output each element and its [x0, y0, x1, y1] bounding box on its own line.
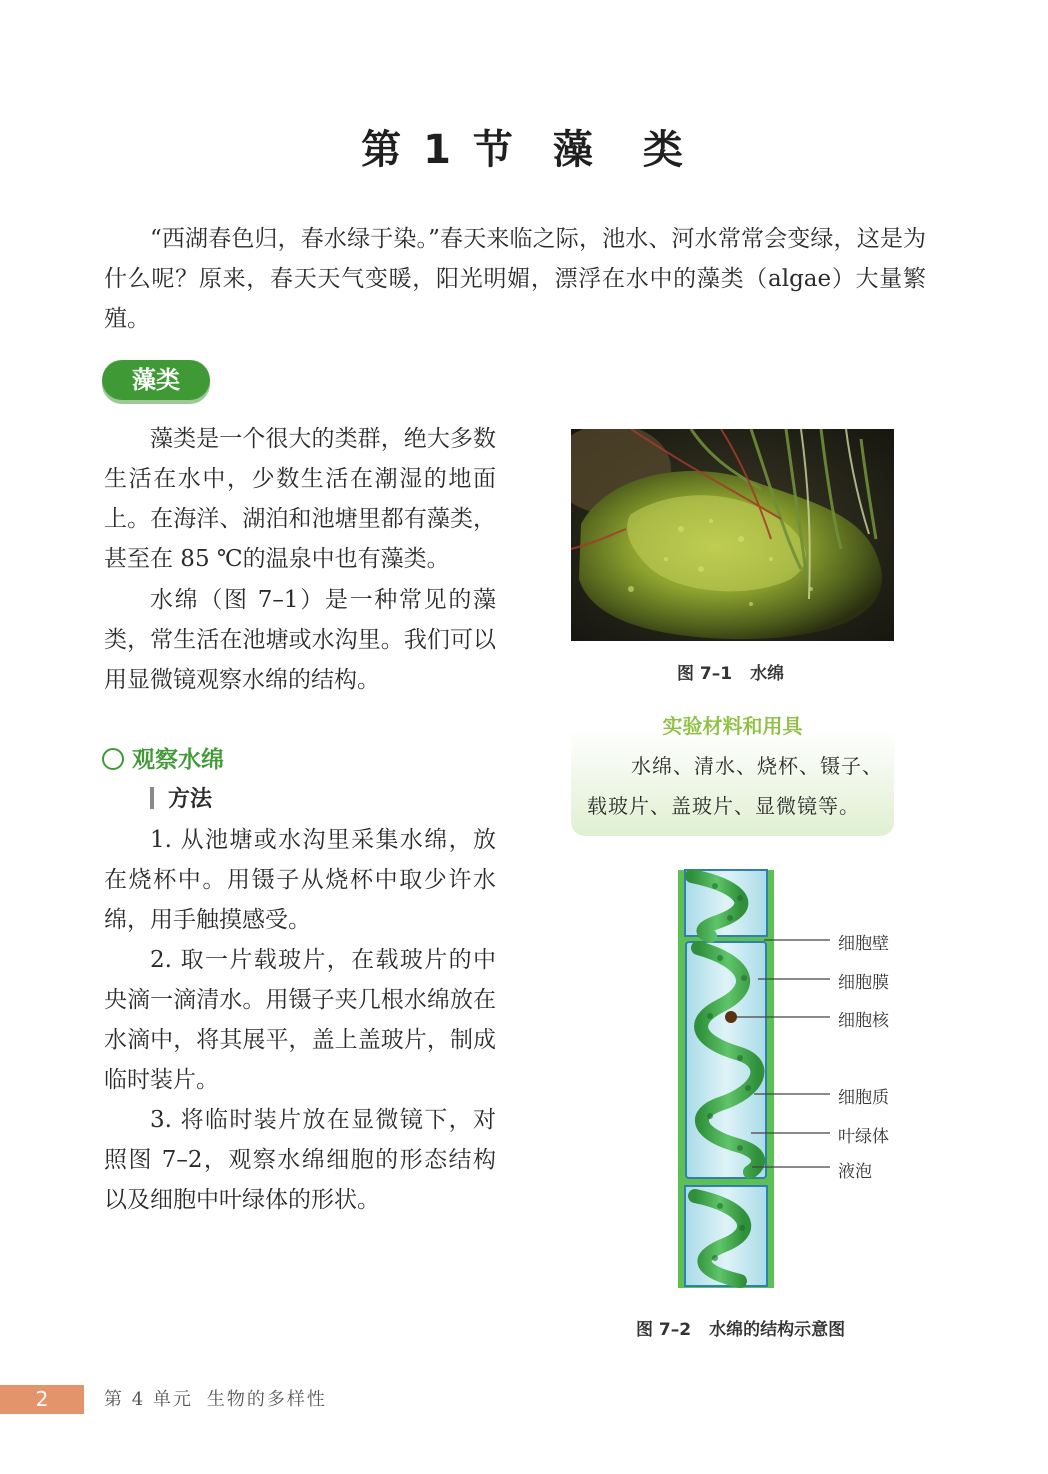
method-step-2: 2. 取一片载玻片，在载玻片的中央滴一滴清水。用镊子夹几根水绵放在水滴中，将其展平，盖上盖玻片，制成临时装片。	[104, 947, 496, 1093]
figure-1-caption	[677, 659, 784, 684]
heading-pill: 藻类	[102, 360, 210, 400]
section-title-part2: 类	[642, 127, 687, 173]
figure-2-number: 图 7–2	[636, 1320, 692, 1340]
materials-text: 水绵、清水、烧杯、镊子、载玻片、盖玻片、显微镜等。	[587, 754, 883, 818]
method-heading	[150, 785, 212, 815]
materials-heading: 实验材料和用具	[662, 714, 803, 738]
materials-box	[571, 700, 894, 836]
label-nucleus: 细胞核	[838, 1011, 889, 1031]
paragraph-spirogyra-intro: 水绵（图 7–1）是一种常见的藻类，常生活在池塘或水沟里。我们可以用显微镜观察水绵的结构。	[104, 587, 496, 693]
method-label: 方法	[168, 787, 213, 812]
label-cell-membrane: 细胞膜	[838, 973, 889, 993]
bar-icon	[150, 787, 154, 809]
paragraph-algae-overview: 藻类是一个很大的类群，绝大多数生活在水中，少数生活在潮湿的地面上。在海洋、湖泊和池塘里都有藻类，甚至在 85 ℃的温泉中也有藻类。	[104, 426, 496, 572]
footer-unit-number: 第 4 单元	[104, 1389, 193, 1410]
figure-1-number: 图 7–1	[677, 664, 733, 684]
figure-1-title: 水绵	[750, 664, 785, 684]
label-cell-wall: 细胞壁	[838, 934, 889, 954]
page-number: 2	[0, 1385, 84, 1414]
figure-2-caption	[636, 1315, 845, 1340]
observe-title-text: 观察水绵	[132, 747, 224, 773]
section-title-part1: 藻	[552, 127, 597, 173]
observe-title	[102, 743, 224, 777]
label-chloroplast: 叶绿体	[838, 1127, 889, 1147]
figure-2-title: 水绵的结构示意图	[709, 1320, 846, 1340]
intro-paragraph: “西湖春色归，春水绿于染。”春天来临之际，池水、河水常常会变绿，这是为什么呢？原来，春天天气变暖，阳光明媚，漂浮在水中的藻类（algae）大量繁殖。	[104, 226, 926, 332]
circle-icon	[102, 748, 124, 770]
section-number: 第 1 节	[361, 127, 517, 173]
section-title	[0, 118, 1048, 175]
label-vacuole: 液泡	[838, 1162, 872, 1182]
label-cytoplasm: 细胞质	[838, 1088, 889, 1108]
footer-unit-title: 生物的多样性	[206, 1389, 327, 1410]
spirogyra-photo	[571, 429, 894, 641]
method-step-1: 1. 从池塘或水沟里采集水绵，放在烧杯中。用镊子从烧杯中取少许水绵，用手触摸感受。	[104, 827, 496, 933]
method-step-3: 3. 将临时装片放在显微镜下，对照图 7–2，观察水绵细胞的形态结构以及细胞中叶绿体的形状。	[104, 1107, 496, 1213]
footer-unit	[104, 1386, 327, 1414]
